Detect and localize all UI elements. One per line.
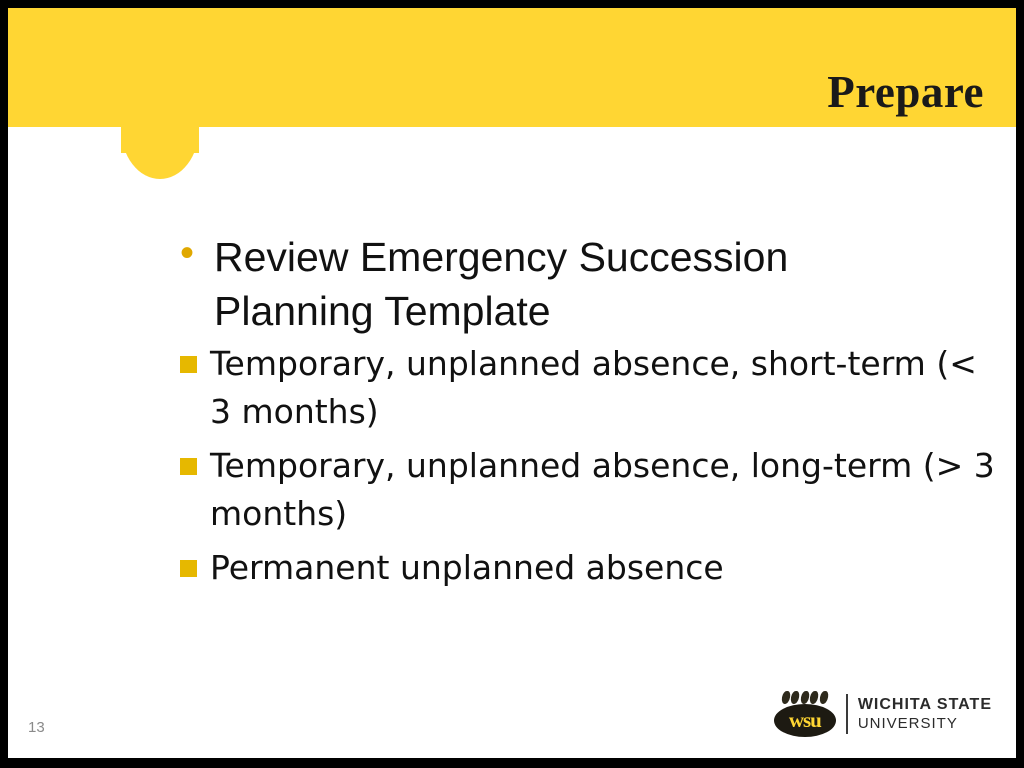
banner-tab-shape	[121, 127, 199, 179]
list-item	[180, 230, 1000, 338]
lead-bullet-text: Review Emergency Succession Planning Template	[214, 234, 789, 334]
bullet-square-icon	[180, 442, 210, 475]
list-item	[180, 544, 1000, 592]
wichita-state-logo	[774, 690, 992, 738]
logo-line-1: WICHITA STATE	[857, 696, 992, 713]
wsu-shockers-icon	[774, 691, 836, 737]
list-item	[180, 340, 1000, 436]
sub-bullet-text: Permanent unplanned absence	[210, 548, 724, 587]
list-item	[180, 442, 1000, 538]
sub-bullet-text: Temporary, unplanned absence, short-term (< 3 months)	[210, 344, 977, 431]
bullet-dot-icon: •	[180, 231, 195, 275]
slide-content	[180, 230, 1000, 598]
logo-divider	[846, 694, 848, 734]
bullet-square-icon	[180, 340, 210, 373]
logo-line-2: UNIVERSITY	[857, 715, 958, 732]
logo-wordmark	[858, 695, 992, 733]
page-title: Prepare	[827, 67, 984, 117]
wheat-icon	[782, 691, 828, 705]
page-number: 13	[28, 719, 45, 736]
wsu-monogram: wsu	[774, 704, 836, 737]
bullet-square-icon	[180, 544, 210, 577]
sub-bullet-text: Temporary, unplanned absence, long-term (> 3 months)	[210, 446, 995, 533]
